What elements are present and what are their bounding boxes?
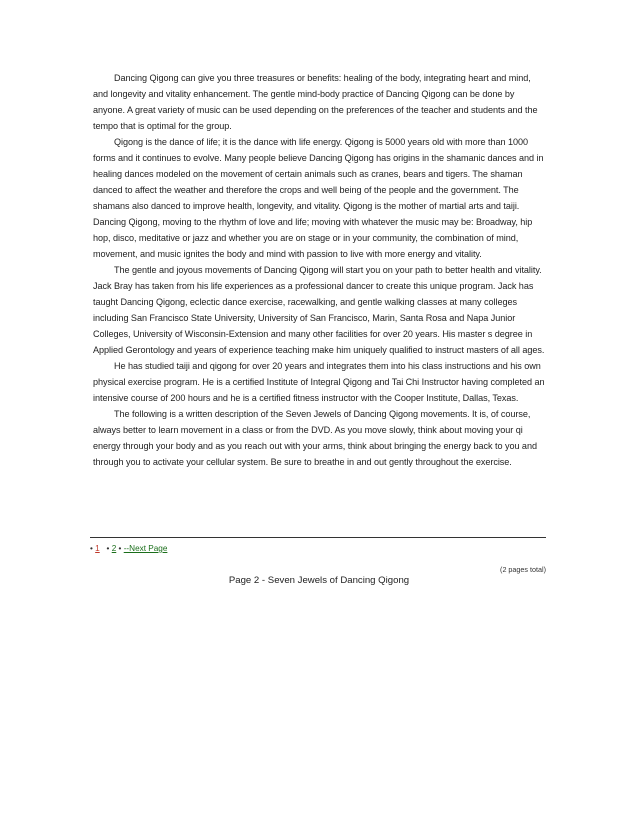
footer-title: Page 2 - Seven Jewels of Dancing Qigong [228, 575, 410, 586]
pages-total: (2 pages total) [500, 565, 546, 574]
paragraph-treasures: Dancing Qigong can give you three treasures or benefits: healing of the body, integrating heart and mind, and longevity and vitality enhancement. The gentle mind-body practice of Dancing Qigong can be done by anyone. A great variety of music can be used depending on the preferences of the teacher and students and the tempo that is optimal for the group. [93, 73, 538, 131]
pager-current-page[interactable]: 1 [95, 544, 100, 553]
pager-bullet: • [118, 544, 122, 553]
next-page-link[interactable]: --Next Page [123, 544, 168, 553]
paragraph-seven-jewels: The following is a written description of the Seven Jewels of Dancing Qigong movements. It is, of course, always better to learn movement in a class or from the DVD. As you move slowly, think about moving your qi energy through your body and as you reach out with your arms, think about bringing the energy back to you and through you to activate your cellular system. Be sure to breathe in and out gently throughout the exercise. [93, 409, 537, 467]
pager-bullet: • [106, 544, 110, 553]
paragraph-dance-of-life: Qigong is the dance of life; it is the dance with life energy. Qigong is 5000 years old with more than 1000 forms and it continues to evolve. Many people believe Dancing Qigong has origins in the shamanic dances and in healing dances modeled on the movement of certain animals such as cranes, bears and tigers. The shaman danced to affect the weather and therefore the crops and well being of the people and the government. The shamans also danced to improve health, longevity, and vitality. Qigong is the mother of martial arts and taiji. Dancing Qigong, moving to the rhythm of love and life; moving with whatever the music may be: Broadway, hip hop, disco, meditative or jazz and whether you are on stage or in your community, the combination of mind, movement, and music ignites the body and mind with passion to live with more energy and vitality. [93, 137, 544, 259]
pager-bullet: • [90, 544, 93, 553]
pagination [90, 537, 546, 555]
paragraph-taiji-qigong: He has studied taiji and qigong for over 20 years and integrates them into his class instructions and his own physical exercise program. He is a certified Institute of Integral Qigong and Tai Chi Instructor having completed an intensive course of 200 hours and he is a certified fitness instructor with the Cooper Institute, Dallas, Texas. [93, 361, 545, 403]
paragraph-jack-bray: The gentle and joyous movements of Dancing Qigong will start you on your path to better health and vitality. Jack Bray has taken from his life experiences as a professional dancer to create this unique program. Jack has taught Dancing Qigong, eclectic dance exercise, racewalking, and gentle walking classes at many colleges including San Francisco State University, University of San Francisco, Marin, Santa Rosa and Napa Junior Colleges, University of Wisconsin-Extension and many other facilities for over 20 years. His master s degree in Applied Gerontology and years of experience teaching make him uniquely qualified to instruct masters of all ages. [93, 265, 545, 355]
article-body [93, 70, 548, 470]
pager-page-2-link[interactable]: 2 [111, 544, 117, 553]
